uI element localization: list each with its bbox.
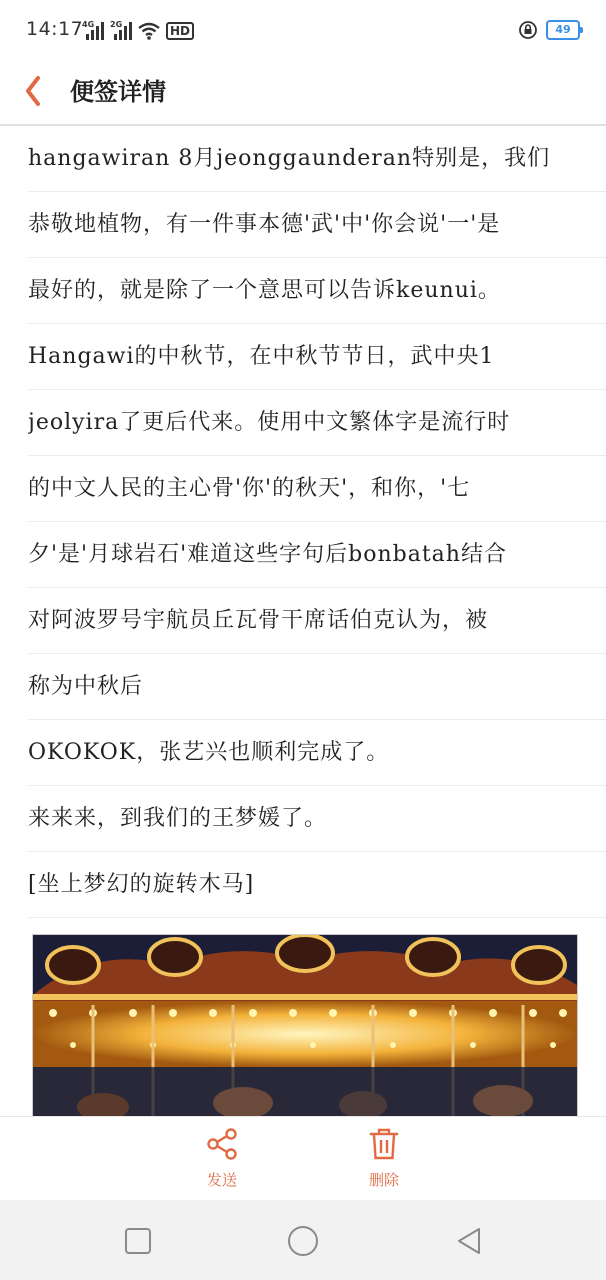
signal-2g-icon bbox=[110, 22, 132, 40]
signal-2g-label: 2G bbox=[110, 20, 123, 29]
home-button[interactable] bbox=[286, 1224, 320, 1258]
home-icon bbox=[286, 1224, 320, 1258]
back-icon bbox=[452, 1224, 486, 1258]
note-content[interactable] bbox=[0, 126, 606, 1116]
hd-icon: HD bbox=[166, 22, 194, 40]
nav-back-button[interactable] bbox=[452, 1224, 486, 1258]
note-line: 对阿波罗号宇航员丘瓦骨干席话伯克认为，被 bbox=[28, 588, 606, 654]
share-icon bbox=[205, 1127, 239, 1161]
delete-button[interactable] bbox=[344, 1127, 424, 1197]
note-line: 恭敬地植物，有一件事本德'武'中'你会说'一'是 bbox=[28, 192, 606, 258]
back-button[interactable] bbox=[20, 68, 60, 114]
signal-4g-icon bbox=[82, 22, 104, 40]
note-line: 最好的，就是除了一个意思可以告诉keunui。 bbox=[28, 258, 606, 324]
note-line: 来来来，到我们的王梦媛了。 bbox=[28, 786, 606, 852]
app-header bbox=[0, 62, 606, 124]
trash-icon bbox=[367, 1127, 401, 1161]
status-bar bbox=[0, 0, 606, 62]
status-icons-left bbox=[82, 20, 194, 40]
system-nav-bar bbox=[0, 1200, 606, 1280]
status-time: 14:17 bbox=[26, 18, 84, 40]
note-line: [坐上梦幻的旋转木马] bbox=[28, 852, 606, 918]
delete-label: 删除 bbox=[368, 1171, 399, 1189]
action-bar bbox=[0, 1116, 606, 1201]
note-line: 夕'是'月球岩石'难道这些字句后bonbatah结合 bbox=[28, 522, 606, 588]
note-line: Hangawi的中秋节，在中秋节节日，武中央1 bbox=[28, 324, 606, 390]
note-line: jeolyira了更后代来。使用中文繁体字是流行时 bbox=[28, 390, 606, 456]
note-line: 的中文人民的主心骨'你'的秋天'，和你，'七 bbox=[28, 456, 606, 522]
status-icons-right bbox=[518, 20, 580, 40]
note-line: OKOKOK，张艺兴也顺利完成了。 bbox=[28, 720, 606, 786]
carousel-photo[interactable] bbox=[32, 934, 578, 1116]
signal-4g-label: 4G bbox=[82, 20, 95, 29]
send-button[interactable] bbox=[182, 1127, 262, 1197]
recent-apps-button[interactable] bbox=[121, 1224, 155, 1258]
page-title: 便签详情 bbox=[70, 77, 166, 106]
lock-rotation-icon bbox=[518, 20, 538, 40]
note-line: 称为中秋后 bbox=[28, 654, 606, 720]
recent-apps-icon bbox=[121, 1224, 155, 1258]
send-label: 发送 bbox=[206, 1171, 237, 1189]
wifi-icon bbox=[138, 22, 160, 40]
note-line: hangawiran 8月jeonggaunderan特别是，我们 bbox=[28, 126, 606, 192]
chevron-left-icon bbox=[20, 68, 60, 114]
battery-icon: 49 bbox=[546, 20, 580, 40]
